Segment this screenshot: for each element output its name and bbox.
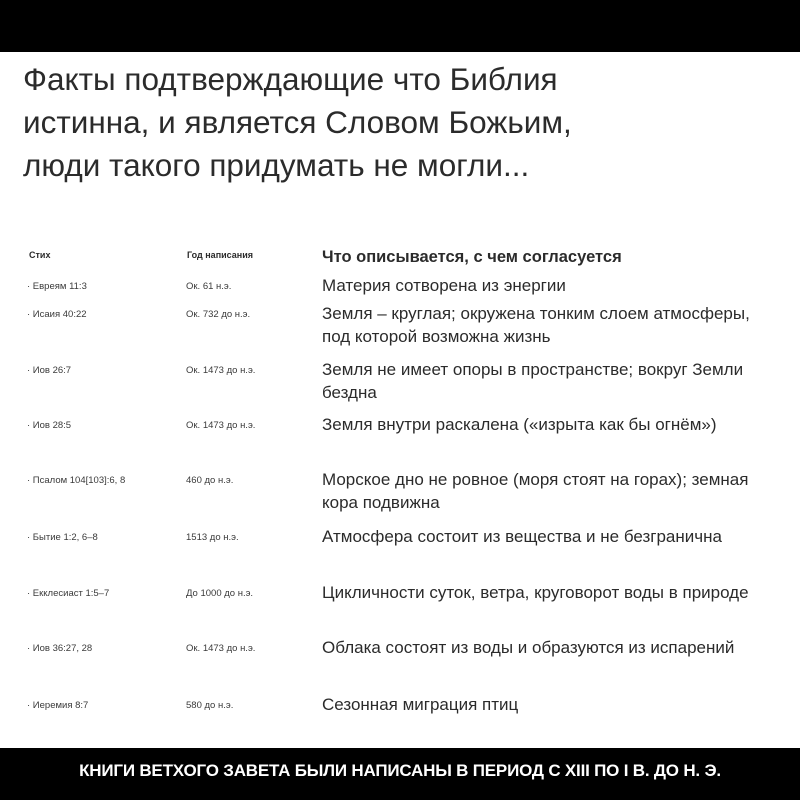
column-header-verse: Стих xyxy=(29,250,51,260)
description-cell: Материя сотворена из энергии xyxy=(322,276,566,295)
verse-cell: · Иов 26:7 xyxy=(27,365,72,376)
verse-cell: · Бытие 1:2, 6–8 xyxy=(27,532,98,543)
description-cell: Земля внутри раскалена («изрыта как бы огнём») xyxy=(322,415,717,434)
description-cell: Цикличности суток, ветра, круговорот воды в природе xyxy=(322,583,749,602)
year-cell: Ок. 1473 до н.э. xyxy=(186,365,256,376)
column-header-description: Что описывается, с чем согласуется xyxy=(322,248,622,266)
verse-cell: · Екклесиаст 1:5–7 xyxy=(27,588,110,599)
headline-line-2: истинна, и является Словом Божьим, xyxy=(23,104,572,140)
description-cell: Атмосфера состоит из вещества и не безгранична xyxy=(322,527,722,546)
description-cell: Сезонная миграция птиц xyxy=(322,695,519,714)
verse-cell: · Евреям 11:3 xyxy=(27,281,87,292)
headline-line-1: Факты подтверждающие что Библия xyxy=(23,61,558,97)
year-cell: Ок. 61 н.э. xyxy=(186,281,232,292)
year-cell: До 1000 до н.э. xyxy=(186,588,254,599)
top-black-bar xyxy=(0,0,800,52)
year-cell: 580 до н.э. xyxy=(186,700,234,711)
year-cell: Ок. 1473 до н.э. xyxy=(186,643,256,654)
description-cell: Земля – круглая; окружена тонким слоем атмосферы, под которой возможна жизнь xyxy=(322,304,750,346)
year-cell: 1513 до н.э. xyxy=(186,532,239,543)
verse-cell: · Иов 36:27, 28 xyxy=(27,643,93,654)
description-cell: Земля не имеет опоры в пространстве; вокруг Земли бездна xyxy=(322,360,744,402)
verse-cell: · Псалом 104[103]:6, 8 xyxy=(27,475,126,486)
year-cell: 460 до н.э. xyxy=(186,475,234,486)
description-cell: Морское дно не ровное (моря стоят на горах); земная кора подвижна xyxy=(322,470,749,512)
headline xyxy=(23,58,723,187)
footer-bar xyxy=(0,748,800,800)
column-header-year: Год написания xyxy=(187,250,253,260)
footer-caption: КНИГИ ВЕТХОГО ЗАВЕТА БЫЛИ НАПИСАНЫ В ПЕРИОД С XIII ПО I В. ДО Н. Э. xyxy=(79,761,721,780)
headline-line-3: люди такого придумать не могли... xyxy=(23,147,530,183)
verse-cell: · Иеремия 8:7 xyxy=(27,700,89,711)
year-cell: Ок. 732 до н.э. xyxy=(186,309,251,320)
verse-cell: · Исаия 40:22 xyxy=(27,309,87,320)
year-cell: Ок. 1473 до н.э. xyxy=(186,420,256,431)
content-panel xyxy=(0,52,800,748)
description-cell: Облака состоят из воды и образуются из испарений xyxy=(322,638,735,657)
verse-cell: · Иов 28:5 xyxy=(27,420,72,431)
